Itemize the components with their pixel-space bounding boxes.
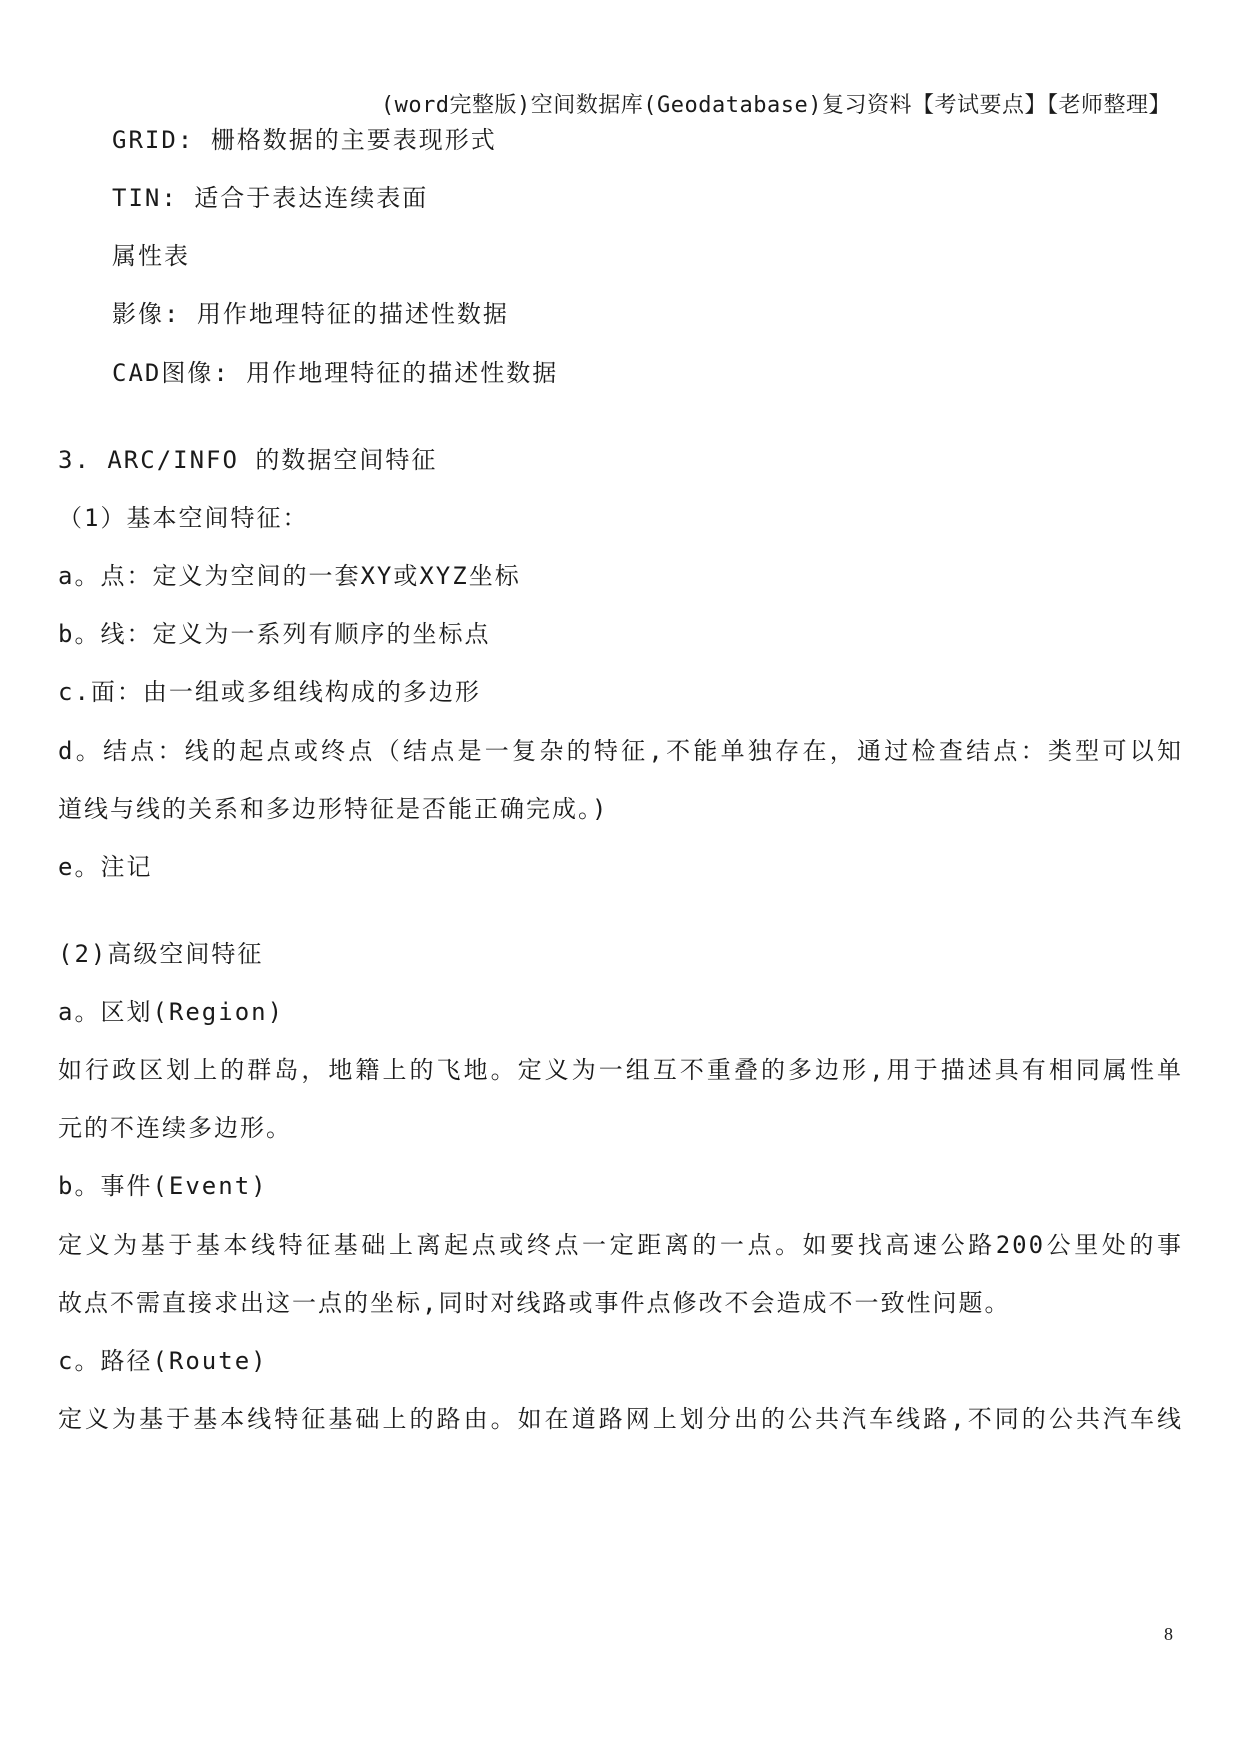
annotation-item: e。注记 bbox=[58, 853, 153, 881]
region-heading: a。区划(Region) bbox=[58, 998, 285, 1026]
image-description: 影像: 用作地理特征的描述性数据 bbox=[112, 300, 509, 328]
tin-description: TIN: 适合于表达连续表面 bbox=[112, 184, 429, 212]
page-number: 8 bbox=[1164, 1624, 1173, 1644]
event-definition-line-1: 定义为基于基本线特征基础上离起点或终点一定距离的一点。如要找高速公路200公里处的事 bbox=[58, 1231, 1183, 1259]
advanced-spatial-features-heading: (2)高级空间特征 bbox=[58, 940, 264, 968]
page-header-title: (word完整版)空间数据库(Geodatabase)复习资料【考试要点】【老师整理】 bbox=[380, 93, 1171, 118]
grid-description: GRID: 栅格数据的主要表现形式 bbox=[112, 126, 497, 154]
route-definition-line-1: 定义为基于基本线特征基础上的路由。如在道路网上划分出的公共汽车线路,不同的公共汽车线 bbox=[58, 1405, 1183, 1433]
basic-spatial-features-heading: （1）基本空间特征： bbox=[58, 504, 309, 532]
node-definition-line-2: 道线与线的关系和多边形特征是否能正确完成。) bbox=[58, 795, 609, 823]
event-definition-line-2: 故点不需直接求出这一点的坐标,同时对线路或事件点修改不会造成不一致性问题。 bbox=[58, 1289, 1011, 1317]
section-3-heading: 3. ARC/INFO 的数据空间特征 bbox=[58, 446, 438, 474]
event-heading: b。事件(Event) bbox=[58, 1172, 268, 1200]
region-definition-line-1: 如行政区划上的群岛，地籍上的飞地。定义为一组互不重叠的多边形,用于描述具有相同属性单 bbox=[58, 1056, 1183, 1084]
cad-image-description: CAD图像: 用作地理特征的描述性数据 bbox=[112, 359, 559, 387]
polygon-definition: c.面：由一组或多组线构成的多边形 bbox=[58, 678, 481, 706]
point-definition: a。点：定义为空间的一套XY或XYZ坐标 bbox=[58, 562, 521, 590]
line-definition: b。线：定义为一系列有顺序的坐标点 bbox=[58, 620, 491, 648]
node-definition-line-1: d。结点：线的起点或终点（结点是一复杂的特征,不能单独存在，通过检查结点：类型可以知 bbox=[58, 737, 1183, 765]
region-definition-line-2: 元的不连续多边形。 bbox=[58, 1114, 292, 1142]
attribute-table-item: 属性表 bbox=[112, 242, 190, 270]
route-heading: c。路径(Route) bbox=[58, 1347, 268, 1375]
